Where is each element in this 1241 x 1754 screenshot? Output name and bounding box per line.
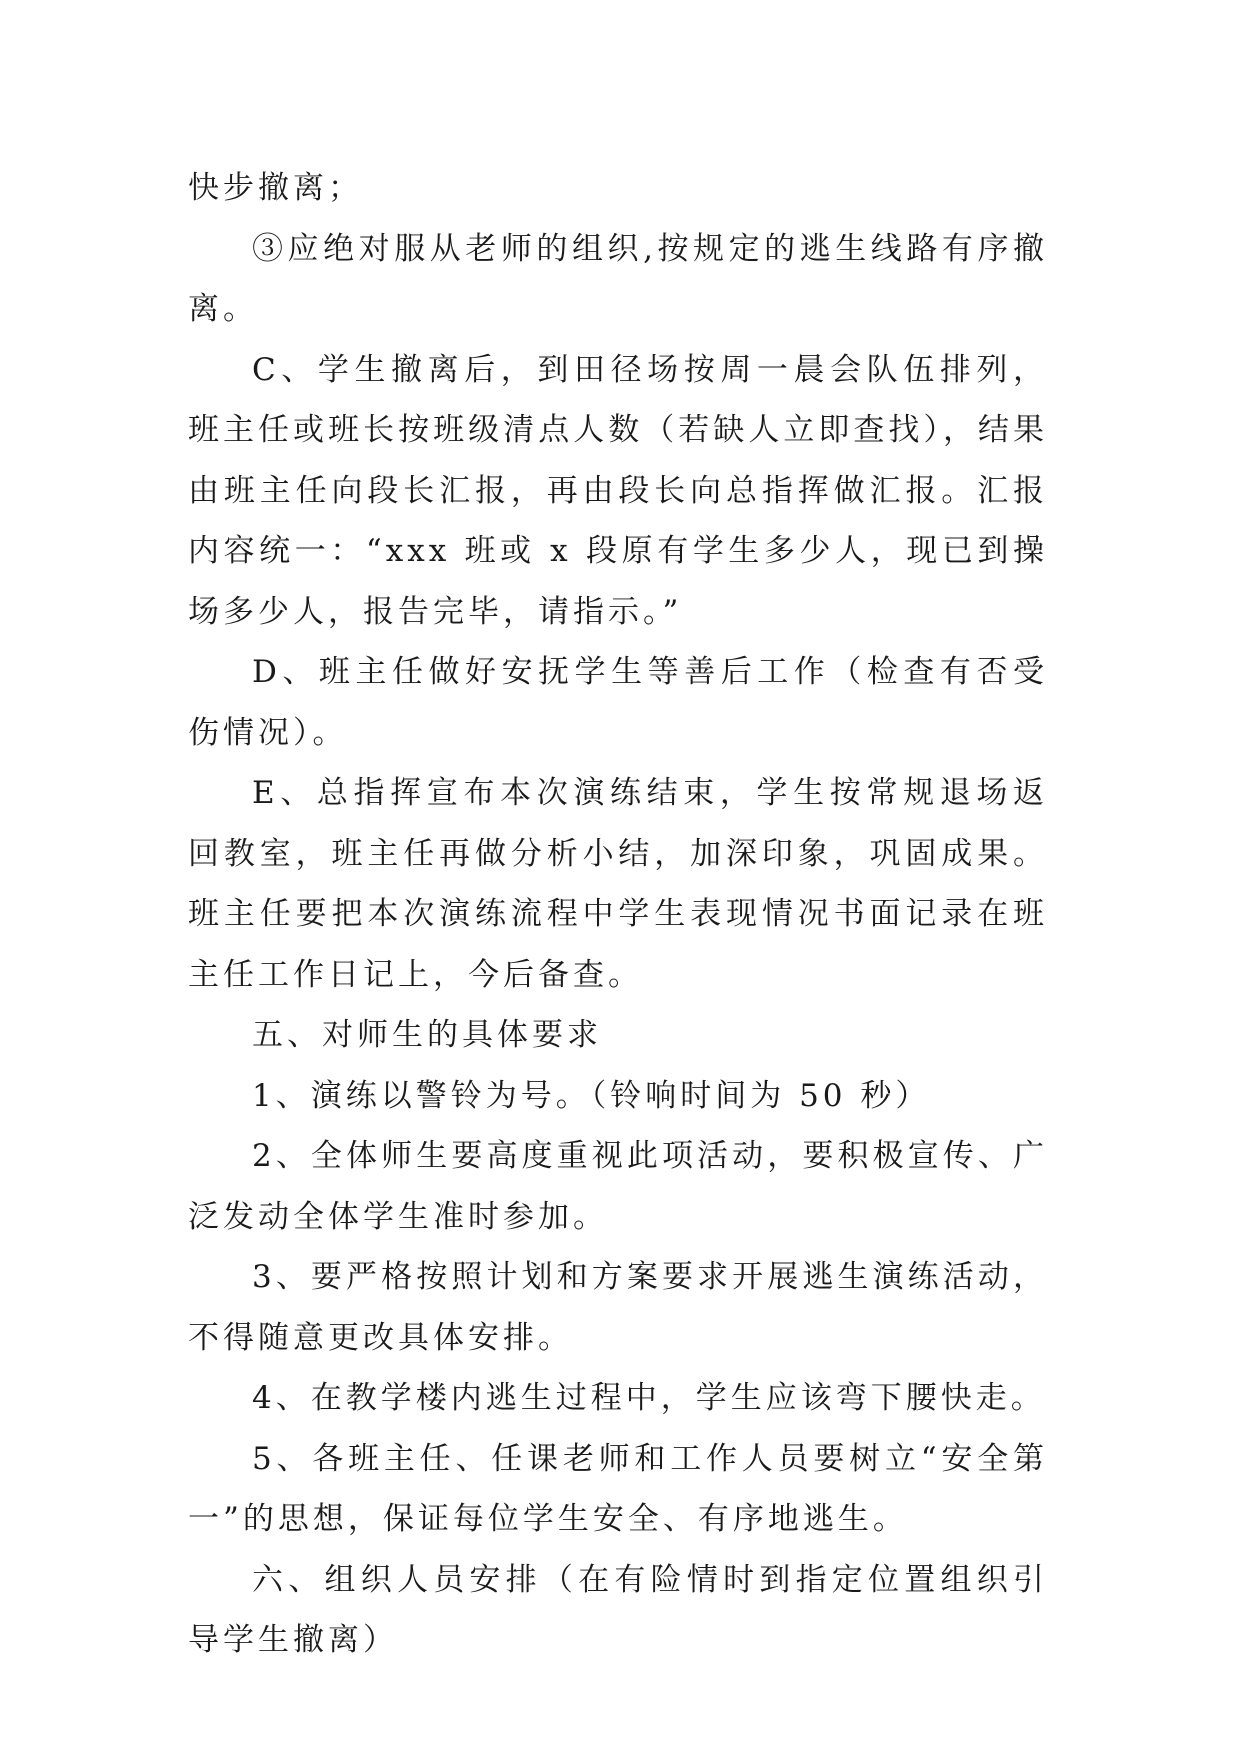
- section-heading-6: 六、组织人员安排（在有险情时到指定位置组织引导学生撤离）: [188, 1561, 1048, 1658]
- paragraph-step-c: C、学生撤离后，到田径场按周一晨会队伍排列，班主任或班长按班级清点人数（若缺人立即查找），结果由班主任向段长汇报，再由段长向总指挥做汇报。汇报内容统一：“xxx 班或 x 段原有学生多少人，现已到操场多少人，报告完毕，请指示。”: [188, 351, 1048, 630]
- document-body: [188, 158, 1048, 1671]
- requirement-item-3: 3、要严格按照计划和方案要求开展逃生演练活动，不得随意更改具体安排。: [188, 1259, 1048, 1356]
- paragraph-step-e: E、总指挥宣布本次演练结束，学生按常规退场返回教室，班主任再做分析小结，加深印象，巩固成果。班主任要把本次演练流程中学生表现情况书面记录在班主任工作日记上，今后备查。: [188, 775, 1048, 993]
- requirement-item-4: 4、在教学楼内逃生过程中，学生应该弯下腰快走。: [252, 1380, 1046, 1416]
- requirement-item-2: 2、全体师生要高度重视此项活动，要积极宣传、广泛发动全体学生准时参加。: [188, 1138, 1048, 1235]
- paragraph-evacuation-rule-3: ③应绝对服从老师的组织,按规定的逃生线路有序撤离。: [188, 230, 1048, 327]
- paragraph-continuation: 快步撤离；: [188, 170, 363, 206]
- requirement-item-5: 5、各班主任、任课老师和工作人员要树立“安全第一”的思想，保证每位学生安全、有序地逃生。: [188, 1440, 1048, 1537]
- paragraph-step-d: D、班主任做好安抚学生等善后工作（检查有否受伤情况）。: [188, 654, 1048, 751]
- requirement-item-1: 1、演练以警铃为号。（铃响时间为 50 秒）: [252, 1077, 931, 1114]
- section-heading-5: 五、对师生的具体要求: [252, 1017, 602, 1053]
